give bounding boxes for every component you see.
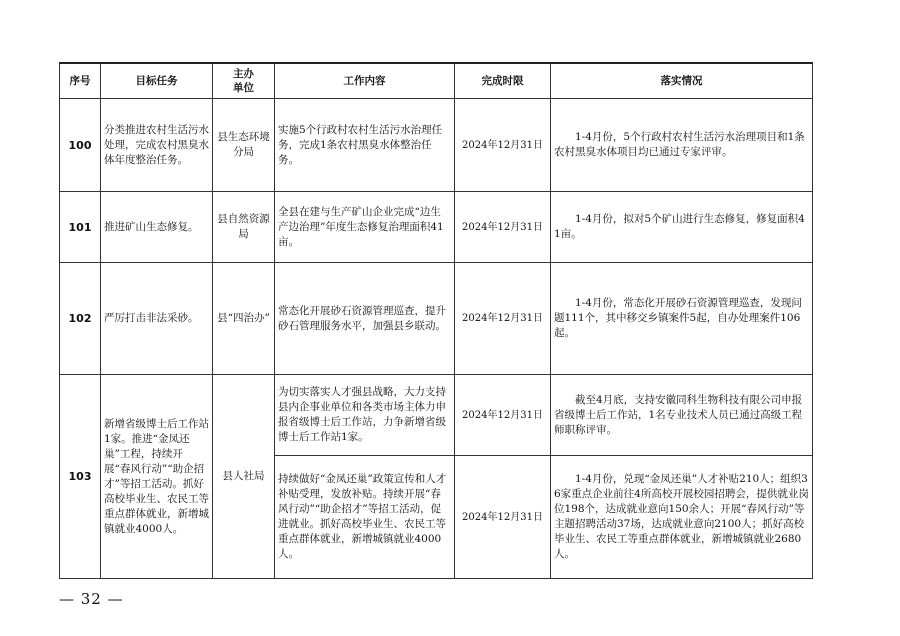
row-goal: 新增省级博士后工作站1家。推进“金凤还巢”工程，持续开展“春风行动”“助企招才”等招工活动。抓好高校毕业生、农民工等重点群体就业，新增城镇就业4000人。 xyxy=(101,375,213,579)
row-goal: 严厉打击非法采砂。 xyxy=(101,263,213,375)
header-progress: 落实情况 xyxy=(551,63,813,99)
header-seq: 序号 xyxy=(60,63,101,99)
table-row xyxy=(60,99,813,192)
page-number: — 32 — xyxy=(59,590,124,608)
row-deadline: 2024年12月31日 xyxy=(455,375,551,456)
row-content: 实施5个行政村农村生活污水治理任务，完成1条农村黑臭水体整治任务。 xyxy=(275,99,455,192)
row-progress: 1-4月份，5个行政村农村生活污水治理项目和1条农村黑臭水体项目均已通过专家评审。 xyxy=(551,99,813,192)
work-progress-table xyxy=(59,62,813,579)
row-seq: 102 xyxy=(60,263,101,375)
row-dept: 县自然资源局 xyxy=(213,192,275,263)
row-dept: 县人社局 xyxy=(213,375,275,579)
table-row xyxy=(60,192,813,263)
row-seq: 100 xyxy=(60,99,101,192)
row-dept: 县“四治办” xyxy=(213,263,275,375)
row-goal: 分类推进农村生活污水处理，完成农村黑臭水体年度整治任务。 xyxy=(101,99,213,192)
row-content: 全县在建与生产矿山企业完成“边生产边治理”年度生态修复治理面积41亩。 xyxy=(275,192,455,263)
table-row xyxy=(60,263,813,375)
row-dept: 县生态环境分局 xyxy=(213,99,275,192)
row-progress: 1-4月份，兑现“金凤还巢”人才补贴210人；组织36家重点企业前往4所高校开展校园招聘会，提供就业岗位198个，达成就业意向150余人；开展“春风行动”等主题招聘活动37场，达成就业意向2100人；抓好高校毕业生、农民工等重点群体就业，新增城镇就业2680人。 xyxy=(551,456,813,579)
row-content: 常态化开展砂石资源管理巡查，提升砂石管理服务水平，加强县乡联动。 xyxy=(275,263,455,375)
header-dept-text: 主办 单位 xyxy=(233,68,254,94)
row-deadline: 2024年12月31日 xyxy=(455,456,551,579)
row-progress: 截至4月底，支持安徽同科生物科技有限公司申报省级博士后工作站，1名专业技术人员已通过高级工程师职称评审。 xyxy=(551,375,813,456)
header-goal: 目标任务 xyxy=(101,63,213,99)
row-content: 为切实落实人才强县战略，大力支持县内企事业单位和各类市场主体力申报省级博士后工作站，力争新增省级博士后工作站1家。 xyxy=(275,375,455,456)
row-deadline: 2024年12月31日 xyxy=(455,192,551,263)
row-progress: 1-4月份，常态化开展砂石资源管理巡查，发现问题111个，其中移交乡镇案件5起，自办处理案件106起。 xyxy=(551,263,813,375)
row-deadline: 2024年12月31日 xyxy=(455,263,551,375)
table-header-row xyxy=(60,63,813,99)
table-row xyxy=(60,375,813,456)
row-seq: 101 xyxy=(60,192,101,263)
header-content: 工作内容 xyxy=(275,63,455,99)
header-deadline: 完成时限 xyxy=(455,63,551,99)
row-deadline: 2024年12月31日 xyxy=(455,99,551,192)
header-dept xyxy=(213,63,275,99)
row-content: 持续做好“金凤还巢”政策宣传和人才补贴受理，发放补贴。持续开展“春风行动”“助企招才”等招工活动，促进就业。抓好高校毕业生、农民工等重点群体就业，新增城镇就业4000人。 xyxy=(275,456,455,579)
row-progress: 1-4月份，拟对5个矿山进行生态修复，修复面积41亩。 xyxy=(551,192,813,263)
row-seq: 103 xyxy=(60,375,101,579)
row-goal: 推进矿山生态修复。 xyxy=(101,192,213,263)
